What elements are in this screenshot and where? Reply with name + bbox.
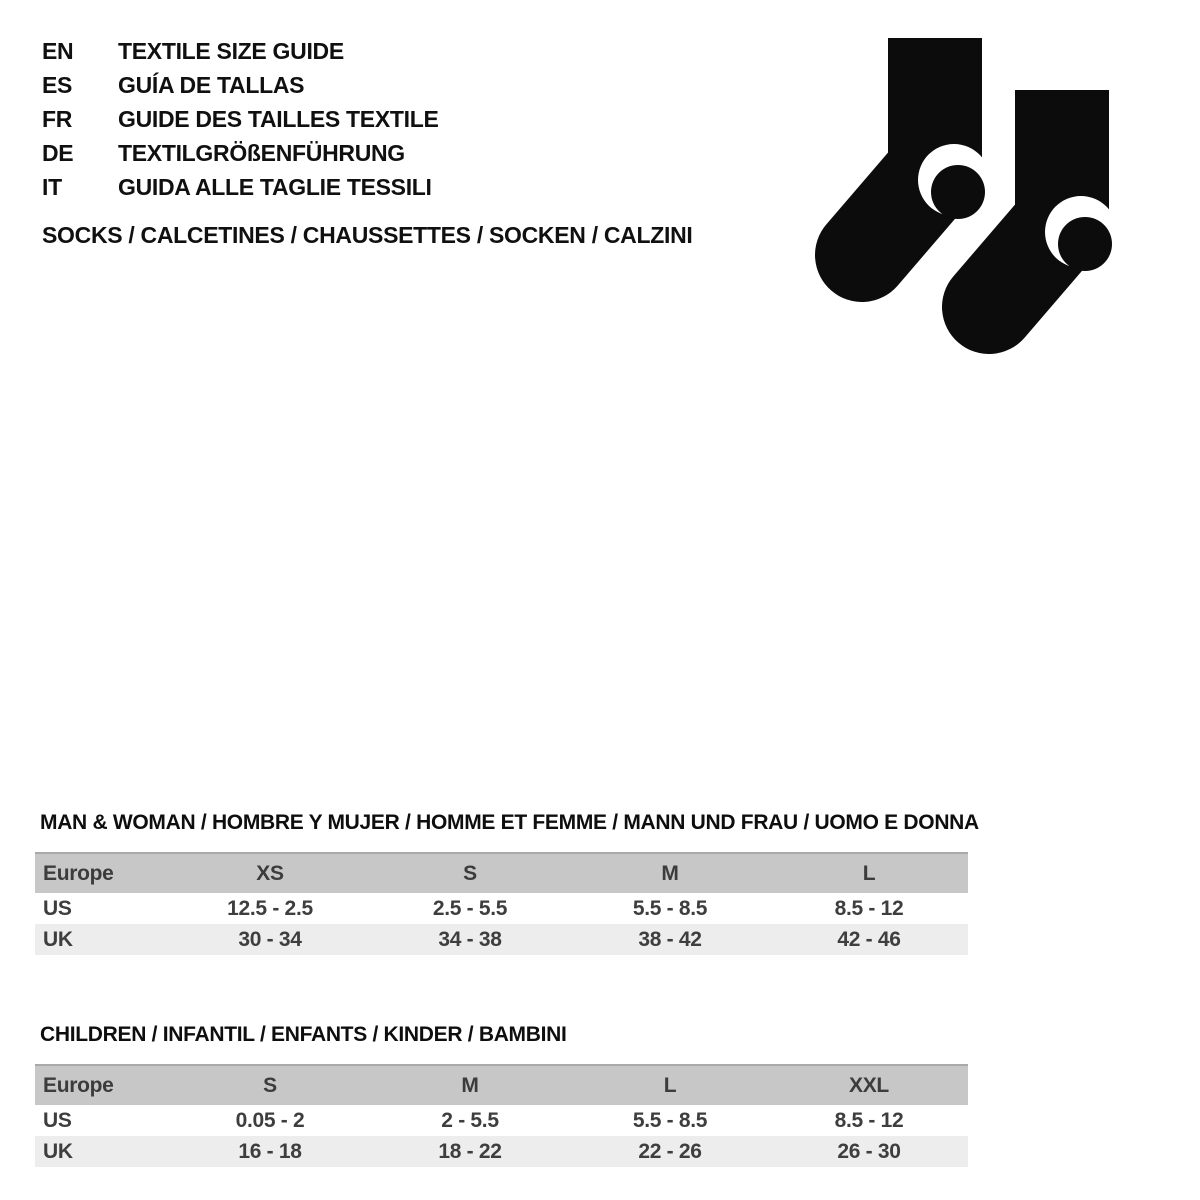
table-title-adults: MAN & WOMAN / HOMBRE Y MUJER / HOMME ET FEMME / MANN UND FRAU / UOMO E DONNA xyxy=(40,811,979,834)
table-row-us xyxy=(35,1105,968,1136)
row-label-uk: UK xyxy=(43,1139,73,1163)
size-cell: 26 - 30 xyxy=(837,1139,901,1163)
lang-row-es xyxy=(42,68,439,102)
lang-code-it: IT xyxy=(42,173,62,200)
size-cell: 34 - 38 xyxy=(438,927,502,951)
lang-row-fr xyxy=(42,102,439,136)
size-cell: 0.05 - 2 xyxy=(235,1108,305,1132)
lang-label-fr: GUIDE DES TAILLES TEXTILE xyxy=(118,105,439,132)
lang-label-es: GUÍA DE TALLAS xyxy=(118,71,305,98)
size-cell: 5.5 - 8.5 xyxy=(632,1108,708,1132)
size-cell: 8.5 - 12 xyxy=(834,1108,904,1132)
lang-code-en: EN xyxy=(42,37,74,64)
lang-row-de xyxy=(42,136,439,170)
lang-row-en xyxy=(42,34,439,68)
size-cell: 42 - 46 xyxy=(837,927,901,951)
column-header-xs: XS xyxy=(256,861,284,885)
category-line: SOCKS / CALCETINES / CHAUSSETTES / SOCKEN / CALZINI xyxy=(42,222,693,248)
row-label-us: US xyxy=(43,896,72,920)
table-title-children: CHILDREN / INFANTIL / ENFANTS / KINDER / BAMBINI xyxy=(40,1023,567,1046)
size-table-section-children xyxy=(35,1022,968,1167)
row-label-us: US xyxy=(43,1108,72,1132)
row-label-uk: UK xyxy=(43,927,73,951)
size-cell: 16 - 18 xyxy=(238,1139,302,1163)
lang-label-it: GUIDA ALLE TAGLIE TESSILI xyxy=(118,173,432,200)
lang-code-fr: FR xyxy=(42,105,73,132)
column-header-s: S xyxy=(263,1073,277,1097)
size-cell: 30 - 34 xyxy=(238,927,302,951)
table-row-uk xyxy=(35,924,968,955)
size-cell: 38 - 42 xyxy=(638,927,702,951)
size-cell: 22 - 26 xyxy=(638,1139,702,1163)
column-header-region: Europe xyxy=(43,1073,114,1097)
column-header-l: L xyxy=(663,1073,677,1097)
size-cell: 12.5 - 2.5 xyxy=(227,896,313,920)
column-header-m: M xyxy=(461,1073,479,1097)
lang-row-it xyxy=(42,170,439,204)
size-cell: 8.5 - 12 xyxy=(834,896,904,920)
column-header-m: M xyxy=(661,861,679,885)
column-header-s: S xyxy=(463,861,477,885)
size-cell: 2 - 5.5 xyxy=(441,1108,499,1132)
size-table-adults xyxy=(35,852,968,955)
lang-code-de: DE xyxy=(42,139,74,166)
column-header-l: L xyxy=(862,861,876,885)
size-cell: 5.5 - 8.5 xyxy=(632,896,708,920)
size-cell: 2.5 - 5.5 xyxy=(432,896,508,920)
size-table-section-adults xyxy=(35,810,979,955)
column-header-xxl: XXL xyxy=(849,1073,889,1097)
lang-label-de: TEXTILGRÖßENFÜHRUNG xyxy=(118,139,405,166)
language-title-list xyxy=(42,34,439,204)
socks-icon xyxy=(800,20,1120,370)
table-row-us xyxy=(35,893,968,924)
size-table-children xyxy=(35,1064,968,1167)
lang-code-es: ES xyxy=(42,71,73,98)
size-cell: 18 - 22 xyxy=(438,1139,502,1163)
header-row xyxy=(35,853,968,893)
column-header-region: Europe xyxy=(43,861,114,885)
table-row-uk xyxy=(35,1136,968,1167)
lang-label-en: TEXTILE SIZE GUIDE xyxy=(118,37,344,64)
header-row xyxy=(35,1065,968,1105)
